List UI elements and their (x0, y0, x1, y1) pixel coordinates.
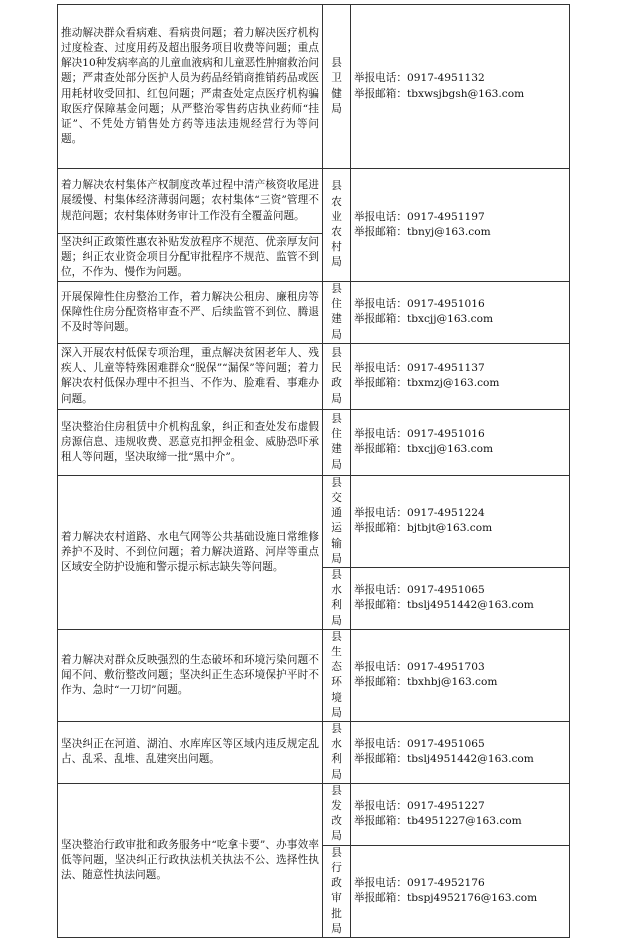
contact-cell (351, 845, 570, 937)
issue-cell: 着力解决对群众反映强烈的生态破坏和环境污染问题不闻不问、敷衍整改问题；坚决纠正生态环境保护平时不作为、急时“一刀切”问题。 (58, 629, 323, 721)
report-email: 举报邮箱：tbspj4952176@163.com (354, 892, 538, 905)
table-row (58, 5, 570, 169)
table-row (58, 282, 570, 344)
department-cell: 县发改局 (323, 783, 351, 845)
report-phone: 举报电话：0917-4951016 (354, 427, 485, 440)
department-cell: 县农业农村局 (323, 169, 351, 282)
table-row (58, 343, 570, 409)
department-cell: 县行政审批局 (323, 845, 351, 937)
contact-cell (351, 568, 570, 630)
report-phone: 举报电话：0917-4951137 (354, 361, 485, 374)
report-phone: 举报电话：0917-4951703 (354, 660, 485, 673)
issue-cell: 着力解决农村道路、水电气网等公共基础设施日常维修养护不及时、不到位问题；着力解决道路、河岸等重点区域安全防护设施和警示提示标志缺失等问题。 (58, 475, 323, 629)
report-email: 举报邮箱：bjtbjt@163.com (354, 522, 493, 535)
issue-cell: 开展保障性住房整治工作，着力解决公租房、廉租房等保障性住房分配资格审查不严、后续监管不到位、腾退不及时等问题。 (58, 282, 323, 344)
issue-cell: 坚决整治住房租赁中介机构乱象，纠正和查处发布虚假房源信息、违规收费、恶意克扣押金租金、威胁恐吓承租人等问题，坚决取缔一批“黑中介”。 (58, 409, 323, 475)
table-row (58, 629, 570, 721)
report-phone: 举报电话：0917-4951065 (354, 583, 485, 596)
issue-cell: 推动解决群众看病难、看病贵问题；着力解决医疗机构过度检查、过度用药及超出服务项目收费等问题；重点解决10种发病率高的儿童血液病和儿童恶性肿瘤救治问题；严肃查处部分医护人员为药品经销商推销药品或医用耗材收受回扣、红包问题；严肃查处定点医疗机构骗取医疗保障基金问题；从严整治零售药店执业药师“挂证”、不凭处方销售处方药等违法违规经营行为等问题。 (58, 5, 323, 169)
report-phone: 举报电话：0917-4951016 (354, 297, 485, 310)
table-row (58, 475, 570, 567)
contact-cell (351, 169, 570, 282)
report-email: 举报邮箱：tbxmzj@163.com (354, 377, 500, 390)
report-phone: 举报电话：0917-4951065 (354, 737, 485, 750)
report-email: 举报邮箱：tbxwsjbgsh@163.com (354, 87, 525, 100)
report-phone: 举报电话：0917-4951197 (354, 210, 485, 223)
table-row (58, 722, 570, 784)
report-email: 举报邮箱：tbslj4951442@163.com (354, 753, 534, 766)
issue-cell: 坚决整治行政审批和政务服务中“吃拿卡要”、办事效率低等问题，坚决纠正行政执法机关执法不公、选择性执法、随意性执法问题。 (58, 783, 323, 937)
contact-cell (351, 475, 570, 567)
report-email: 举报邮箱：tbslj4951442@163.com (354, 599, 534, 612)
issue-cell: 深入开展农村低保专项治理，重点解决贫困老年人、残疾人、儿童等特殊困难群众“脱保”“漏保”等问题；着力解决农村低保办理中不担当、不作为、脸难看、事难办问题。 (58, 343, 323, 409)
issue-cell: 坚决纠正在河道、湖泊、水库库区等区域内违反规定乱占、乱采、乱堆、乱建突出问题。 (58, 722, 323, 784)
contact-cell (351, 282, 570, 344)
report-email: 举报邮箱：tb4951227@163.com (354, 815, 522, 828)
contact-cell (351, 409, 570, 475)
department-cell: 县水利局 (323, 722, 351, 784)
department-cell: 县住建局 (323, 282, 351, 344)
issue-cell: 着力解决农村集体产权制度改革过程中清产核资收尾进展缓慢、村集体经济薄弱问题；农村集体“三资”管理不规范问题；农村集体财务审计工作没有全覆盖问题。 (58, 169, 323, 234)
report-email: 举报邮箱：tbxcjj@163.com (354, 313, 494, 326)
department-cell: 县水利局 (323, 568, 351, 630)
report-email: 举报邮箱：tbnyj@163.com (354, 226, 491, 238)
issue-cell: 坚决纠正政策性惠农补贴发放程序不规范、优亲厚友问题；纠正农业资金项目分配审批程序不规范、监管不到位，不作为、慢作为问题。 (58, 234, 323, 282)
department-cell: 县卫健局 (323, 5, 351, 169)
department-cell: 县民政局 (323, 343, 351, 409)
table-row (58, 409, 570, 475)
report-phone: 举报电话：0917-4952176 (354, 876, 485, 889)
supervision-table (57, 4, 570, 938)
report-phone: 举报电话：0917-4951227 (354, 799, 485, 812)
report-phone: 举报电话：0917-4951132 (354, 72, 485, 84)
contact-cell (351, 722, 570, 784)
contact-cell (351, 5, 570, 169)
report-email: 举报邮箱：tbxcjj@163.com (354, 443, 494, 456)
department-cell: 县交通运输局 (323, 475, 351, 567)
department-cell: 县生态环境局 (323, 629, 351, 721)
contact-cell (351, 783, 570, 845)
contact-cell (351, 343, 570, 409)
department-cell: 县住建局 (323, 409, 351, 475)
report-email: 举报邮箱：tbxhbj@163.com (354, 676, 498, 689)
table-row (58, 783, 570, 845)
contact-cell (351, 629, 570, 721)
report-phone: 举报电话：0917-4951224 (354, 506, 485, 519)
table-row (58, 169, 570, 234)
